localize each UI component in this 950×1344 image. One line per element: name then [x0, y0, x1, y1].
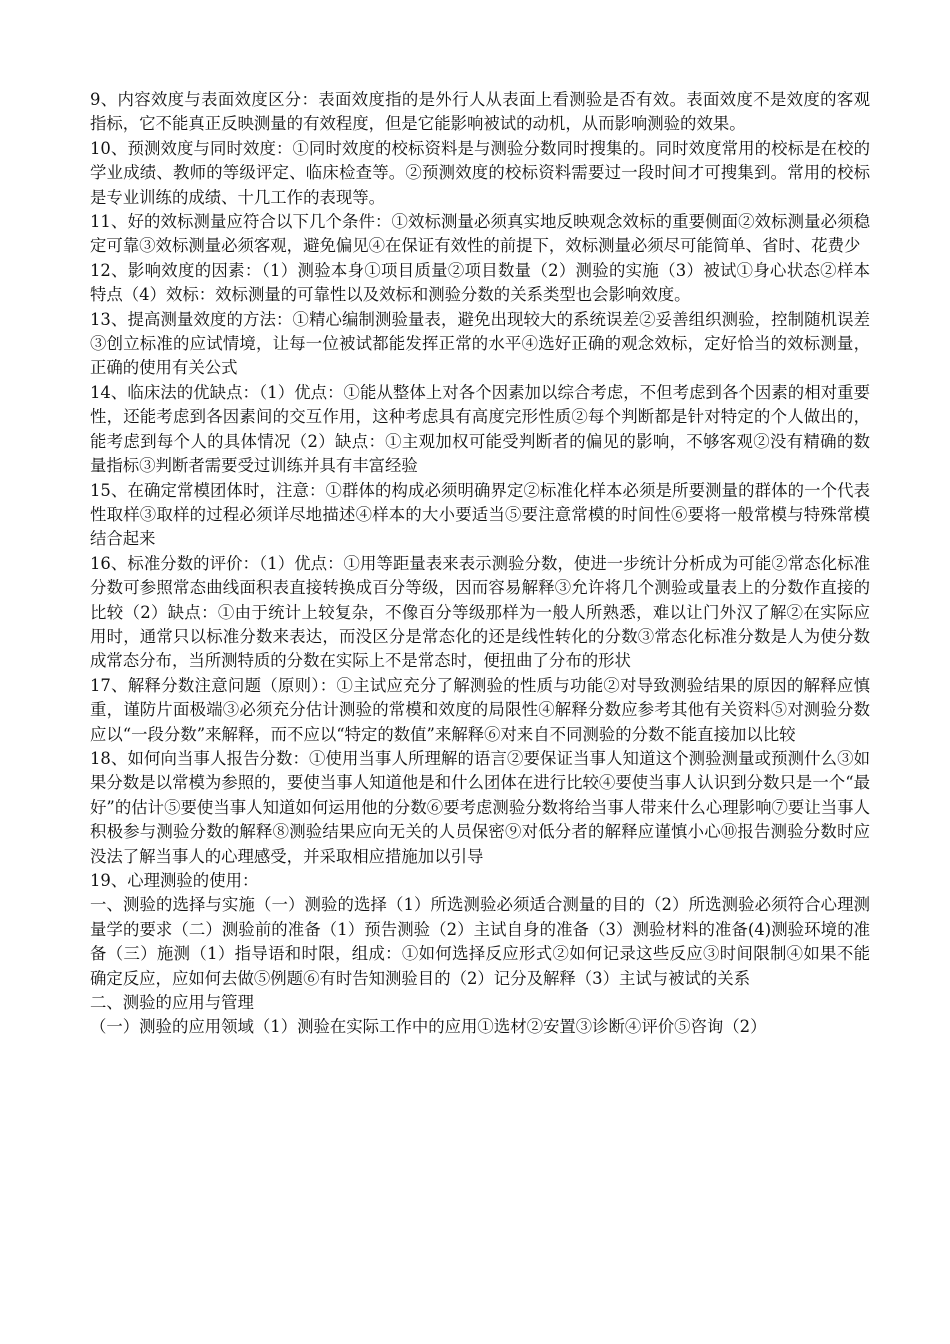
paragraph-item-12-validity-factors: 12、影响效度的因素：（1）测验本身①项目质量②项目数量（2）测验的实施（3）被试①身心状态②样本特点（4）效标：效标测量的可靠性以及效标和测验分数的关系类型也会影响效度。	[90, 260, 870, 305]
paragraph-section-selection-administration: 一、测验的选择与实施（一）测验的选择（1）所选测验必须适合测量的目的（2）所选测验必须符合心理测量学的要求（二）测验前的准备（1）预告测验（2）主试自身的准备（3）测验材料的准备(4)测验环境的准备（三）施测（1）指导语和时限，组成：①如何选择反应形式②如何记录这些反应③时间限制④如果不能确定反应，应如何去做⑤例题⑥有时告知测验目的（2）记分及解释（3）主试与被试的关系	[90, 895, 870, 988]
paragraph-item-10-predictive-validity: 10、预测效度与同时效度：①同时效度的校标资料是与测验分数同时搜集的。同时效度常用的校标是在校的学业成绩、教师的等级评定、临床检查等。②预测效度的校标资料需要过一段时间才可搜集到。常用的校标是专业训练的成绩、十几工作的表现等。	[90, 138, 870, 207]
paragraph-item-19-test-usage: 19、心理测验的使用：	[90, 871, 259, 890]
paragraph-item-9-face-validity: 9、内容效度与表面效度区分：表面效度指的是外行人从表面上看测验是否有效。表面效度不是效度的客观指标，它不能真正反映测量的有效程度，但是它能影响被试的动机，从而影响测验的效果。	[90, 90, 870, 134]
paragraph-item-11-criterion-measure: 11、好的效标测量应符合以下几个条件：①效标测量必须真实地反映观念效标的重要侧面②效标测量必须稳定可靠③效标测量必须客观，避免偏见④在保证有效性的前提下，效标测量必须尽可能简单、省时、花费少	[90, 212, 870, 256]
paragraph-item-13-improve-validity: 13、提高测量效度的方法：①精心编制测验量表，避免出现较大的系统误差②妥善组织测验，控制随机误差③创立标准的应试情境，让每一位被试都能发挥正常的水平④选好正确的观念效标，定好恰当的效标测量，正确的使用有关公式	[90, 309, 870, 378]
paragraph-section-application-management: 二、测验的应用与管理	[90, 993, 254, 1013]
paragraph-item-17-score-interpretation: 17、解释分数注意问题（原则）：①主试应充分了解测验的性质与功能②对导致测验结果的原因的解释应慎重，谨防片面极端③必须充分估计测验的常模和效度的局限性④解释分数应参考其他有关资料⑤对测验分数应以“一段分数”来解释，而不应以“特定的数值”来解释⑥对来自不同测验的分数不能直接加以比较	[90, 675, 870, 744]
paragraph-item-14-clinical-method: 14、临床法的优缺点：（1）优点：①能从整体上对各个因素加以综合考虑，不但考虑到各个因素的相对重要性，还能考虑到各因素间的交互作用，这种考虑具有高度完形性质②每个判断都是针对特定的个人做出的，能考虑到每个人的具体情况（2）缺点：①主观加权可能受判断者的偏见的影响，不够客观②没有精确的数量指标③判断者需要受过训练并具有丰富经验	[90, 382, 870, 476]
paragraph-item-18-score-reporting: 18、如何向当事人报告分数：①使用当事人所理解的语言②要保证当事人知道这个测验测量或预测什么③如果分数是以常模为参照的，要使当事人知道他是和什么团体在进行比较④要使当事人认识到分数只是一个“最好”的估计⑤要使当事人知道如何运用他的分数⑥要考虑测验分数将给当事人带来什么心理影响⑦要让当事人积极参与测验分数的解释⑧测验结果应向无关的人员保密⑨对低分者的解释应谨慎小心⑩报告测验分数时应没法了解当事人的心理感受，并采取相应措施加以引导	[90, 748, 870, 866]
paragraph-application-fields: （一）测验的应用领域（1）测验在实际工作中的应用①选材②安置③诊断④评价⑤咨询（2）	[90, 1017, 767, 1037]
paragraph-item-16-standard-scores: 16、标准分数的评价：（1）优点：①用等距量表来表示测验分数，使进一步统计分析成为可能②常态化标准分数可参照常态曲线面积表直接转换成百分等级，因而容易解释③允许将几个测验或量表上的分数作直接的比较（2）缺点：①由于统计上较复杂，不像百分等级那样为一般人所熟悉，难以让门外汉了解②在实际应用时，通常只以标准分数来表达，而没区分是常态化的还是线性转化的分数③常态化标准分数是人为使分数成常态分布，当所测特质的分数在实际上不是常态时，便扭曲了分布的形状	[90, 553, 870, 671]
document-page	[90, 88, 870, 1040]
paragraph-item-15-norm-group: 15、在确定常模团体时，注意：①群体的构成必须明确界定②标准化样本必须是所要测量的群体的一个代表性取样③取样的过程必须详尽地描述④样本的大小要适当⑤要注意常模的时间性⑥要将一般常模与特殊常模结合起来	[90, 480, 870, 549]
